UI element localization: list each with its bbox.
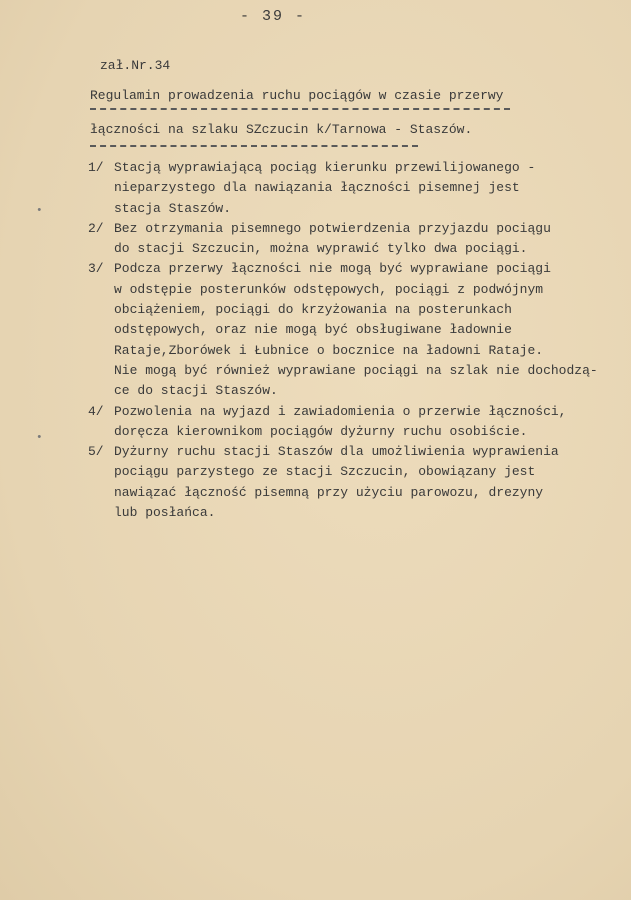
regulation-list bbox=[88, 158, 598, 523]
item-number: 2/ bbox=[88, 220, 104, 236]
item-text-line: Dyżurny ruchu stacji Staszów dla umożliwienia wyprawienia bbox=[114, 444, 559, 460]
item-text-line: doręcza kierownikom pociągów dyżurny ruchu osobiście. bbox=[114, 423, 528, 439]
item-text-line: Bez otrzymania pisemnego potwierdzenia przyjazdu pociągu bbox=[114, 220, 551, 236]
item-text-line: stacja Staszów. bbox=[114, 200, 232, 216]
page-number: - 39 - bbox=[240, 8, 307, 25]
document-title-line-2: łączności na szlaku SZczucin k/Tarnowa - Staszów. bbox=[90, 122, 473, 137]
item-text-line: nawiązać łączność pisemną przy użyciu parowozu, drezyny bbox=[114, 484, 544, 500]
regulation-item bbox=[88, 402, 598, 443]
margin-mark: • bbox=[36, 432, 43, 444]
item-text-line: lub posłańca. bbox=[114, 505, 216, 521]
item-text-line: do stacji Szczucin, można wyprawić tylko dwa pociągi. bbox=[114, 241, 528, 257]
item-text-line: nieparzystego dla nawiązania łączności pisemnej jest bbox=[114, 180, 520, 196]
item-number: 3/ bbox=[88, 261, 104, 277]
item-text-line: Pozwolenia na wyjazd i zawiadomienia o przerwie łączności, bbox=[114, 403, 567, 419]
item-text-line: ce do stacji Staszów. bbox=[114, 383, 278, 399]
title-underline-1 bbox=[90, 108, 510, 110]
item-text-line: w odstępie posterunków odstępowych, pociągi z podwójnym bbox=[114, 281, 544, 297]
regulation-item bbox=[88, 442, 598, 523]
item-number: 1/ bbox=[88, 160, 104, 175]
regulation-item bbox=[88, 259, 598, 401]
item-text-line: Nie mogą być również wyprawiane pociągi na szlak nie dochodzą- bbox=[114, 362, 598, 378]
margin-mark: • bbox=[36, 205, 43, 217]
item-number: 4/ bbox=[88, 403, 104, 419]
item-text-line: Stacją wyprawiającą pociąg kierunku przewilijowanego - bbox=[114, 160, 536, 175]
item-text-line: obciążeniem, pociągi do krzyżowania na posterunkach bbox=[114, 302, 512, 318]
item-text-line: pociągu parzystego ze stacji Szczucin, obowiązany jest bbox=[114, 464, 536, 480]
title-underline-2 bbox=[90, 145, 418, 147]
regulation-item bbox=[88, 158, 598, 219]
item-text-line: odstępowych, oraz nie mogą być obsługiwane ładownie bbox=[114, 322, 512, 338]
attachment-number: zał.Nr.34 bbox=[100, 58, 171, 73]
regulation-item bbox=[88, 219, 598, 260]
document-title-line-1: Regulamin prowadzenia ruchu pociągów w czasie przerwy bbox=[90, 88, 504, 103]
item-text-line: Podcza przerwy łączności nie mogą być wyprawiane pociągi bbox=[114, 261, 551, 277]
item-number: 5/ bbox=[88, 444, 104, 460]
item-text-line: Rataje,Zborówek i Łubnice o bocznice na ładowni Rataje. bbox=[114, 342, 544, 358]
